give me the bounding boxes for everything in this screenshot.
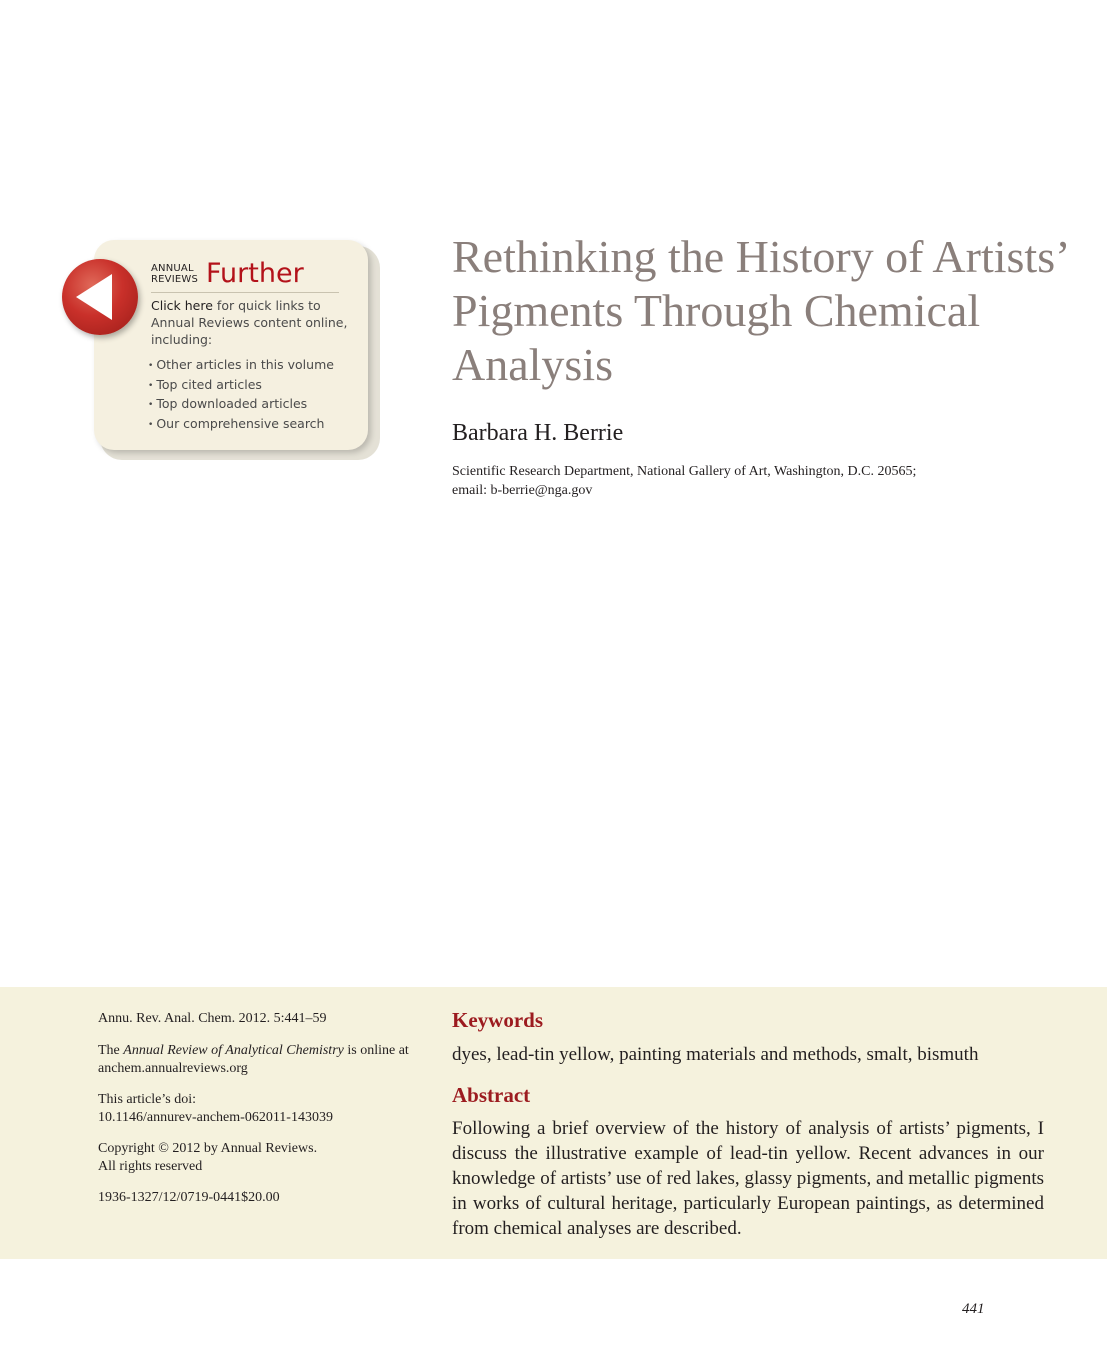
author-affiliation (452, 462, 1012, 500)
journal-name: Annual Review of Analytical Chemistry (123, 1042, 344, 1058)
article-author: Barbara H. Berrie (452, 420, 624, 446)
further-divider (151, 292, 339, 293)
online-prefix: The (98, 1042, 120, 1058)
page-number: 441 (962, 1301, 985, 1317)
online-suffix: is online at anchem.annualreviews.org (98, 1042, 409, 1076)
brand-line2: REVIEWS (151, 274, 199, 285)
affiliation-email: email: b-berrie@nga.gov (452, 483, 593, 498)
left-arrow-icon (76, 274, 112, 320)
further-link-top-downloaded[interactable]: • Top downloaded articles (148, 395, 334, 415)
online-availability (98, 1042, 428, 1079)
doi-block (98, 1091, 428, 1128)
article-metadata (98, 1010, 428, 1219)
doi-label: This article’s doi: (98, 1091, 196, 1107)
further-title: Further (206, 258, 304, 289)
article-title: Rethinking the History of Artists’ Pigments Through Chemical Analysis (452, 231, 1068, 390)
copyright-block (98, 1140, 428, 1177)
keywords-heading: Keywords (452, 1008, 543, 1032)
doi-value[interactable]: 10.1146/annurev-anchem-062011-143039 (98, 1110, 333, 1125)
annual-reviews-logo (151, 263, 198, 285)
issn: 1936-1327/12/0719-0441$20.00 (98, 1189, 280, 1205)
further-links-list (148, 356, 334, 434)
click-here-link[interactable]: Click here (151, 298, 213, 313)
further-description-text: for quick links to Annual Reviews content online, including: (151, 298, 348, 347)
further-link-other-articles[interactable]: • Other articles in this volume (148, 356, 334, 376)
keywords-text: dyes, lead-tin yellow, painting materials and methods, smalt, bismuth (452, 1044, 979, 1065)
further-description (151, 297, 351, 348)
brand-line1: ANNUAL (151, 263, 194, 274)
abstract-heading: Abstract (452, 1083, 531, 1107)
further-link-search[interactable]: • Our comprehensive search (148, 415, 334, 435)
abstract-text: Following a brief overview of the history of analysis of artists’ pigments, I discuss the illustrative example of lead-tin yellow. Recent advances in our knowledge of artists’ use of red lakes, glassy pigments, and metallic pigments in works of cultural heritage, particularly European paintings, as determined from chemical analyses are described. (452, 1118, 1044, 1239)
further-circle-button[interactable] (62, 259, 138, 335)
affiliation-line1: Scientific Research Department, National Gallery of Art, Washington, D.C. 20565; (452, 464, 917, 479)
rights-text: All rights reserved (98, 1159, 203, 1174)
copyright-text: Copyright © 2012 by Annual Reviews. (98, 1140, 318, 1156)
further-link-top-cited[interactable]: • Top cited articles (148, 376, 334, 396)
citation: Annu. Rev. Anal. Chem. 2012. 5:441–59 (98, 1011, 327, 1026)
